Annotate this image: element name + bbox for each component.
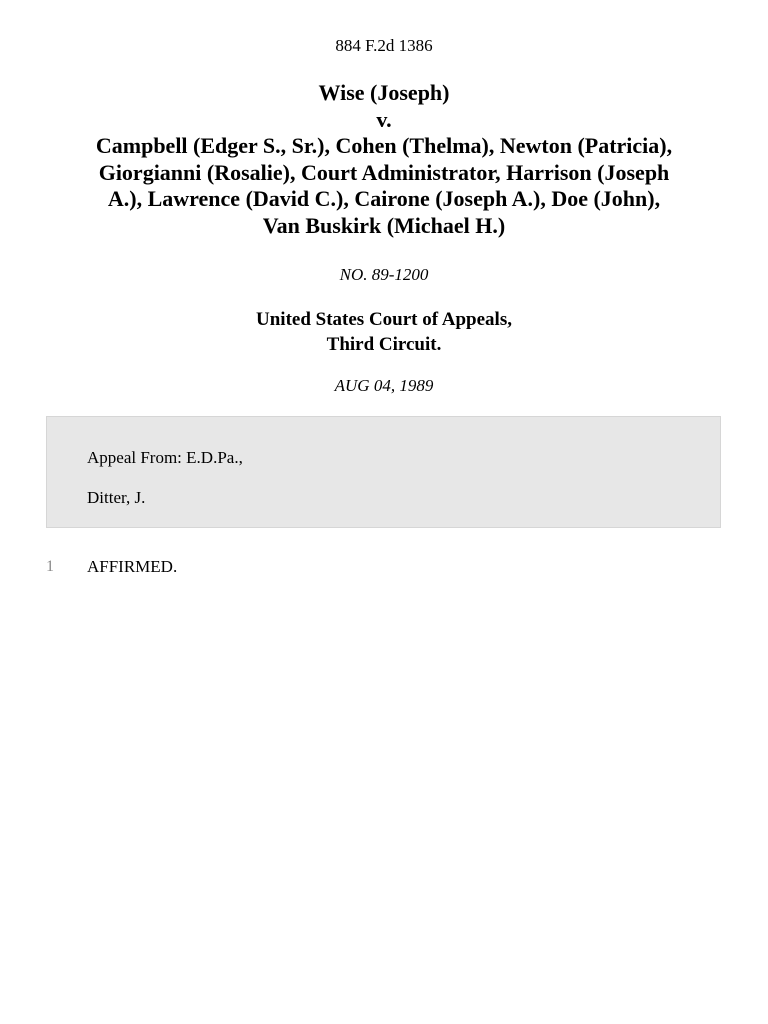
case-title [40, 80, 728, 239]
versus-label: v. [376, 106, 392, 132]
docket-number: NO. 89-1200 [339, 265, 429, 284]
court-name [0, 307, 768, 357]
defendants-line: A.), Lawrence (David C.), Cairone (Joseph A.), Doe (John), [107, 186, 661, 211]
case-citation: 884 F.2d 1386 [335, 36, 433, 55]
defendants-line: Van Buskirk (Michael H.) [262, 212, 506, 238]
paragraph-text: AFFIRMED. [87, 557, 178, 576]
court-name-line1: United States Court of Appeals, [256, 309, 512, 330]
appeal-from-text: Appeal From: E.D.Pa., [87, 448, 243, 467]
plaintiff-name: Wise (Joseph) [318, 80, 450, 105]
defendants-line: Campbell (Edger S., Sr.), Cohen (Thelma), Newton (Patricia), [95, 133, 673, 158]
paragraph-number: 1 [46, 558, 54, 575]
opinion-paragraph [0, 557, 768, 579]
defendants-line: Giorgianni (Rosalie), Court Administrator, Harrison (Joseph [98, 159, 670, 185]
case-header-box [46, 416, 721, 528]
court-name-line2: Third Circuit. [326, 334, 442, 355]
decision-date: AUG 04, 1989 [334, 376, 434, 395]
judge-text: Ditter, J. [87, 488, 146, 507]
